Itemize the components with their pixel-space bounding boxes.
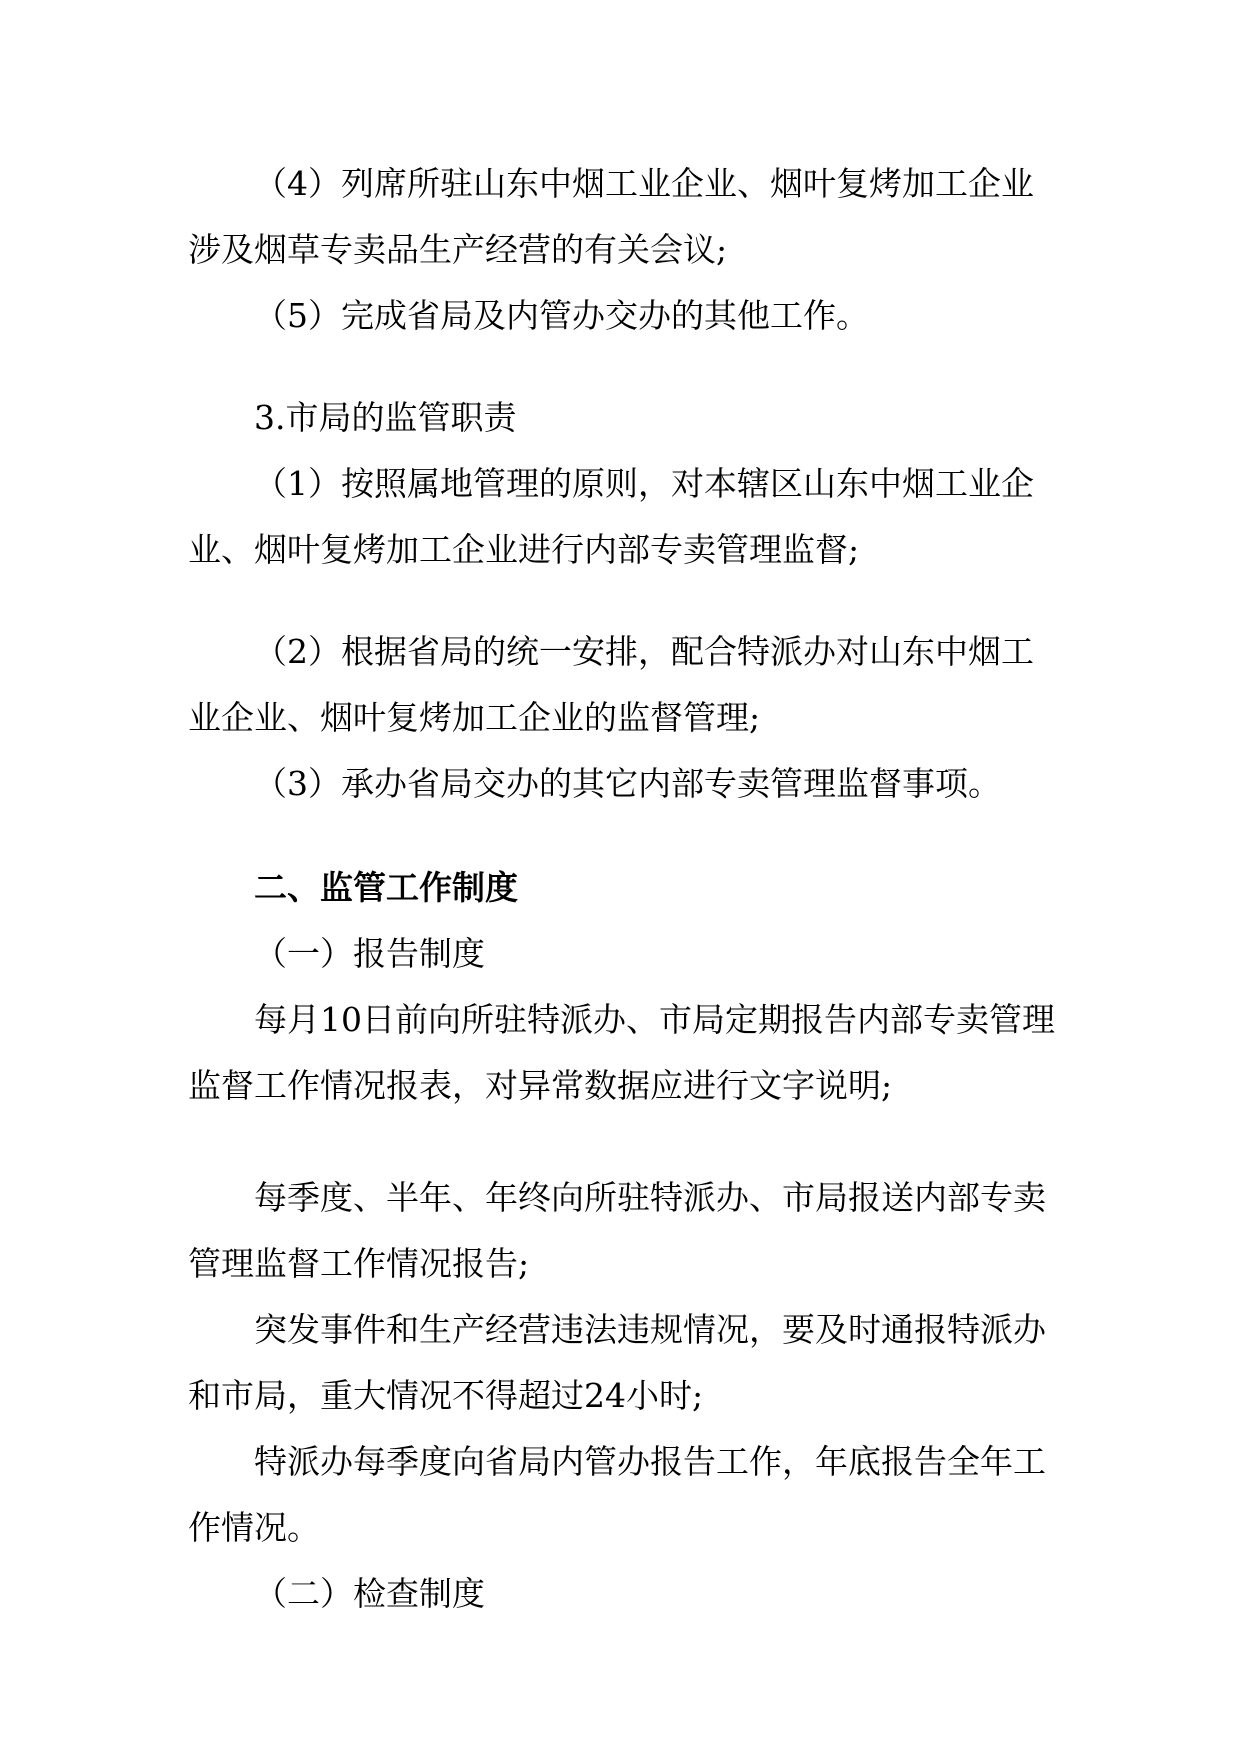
text-line: （4）列席所驻山东中烟工业企业、烟叶复烤加工企业 (254, 164, 1034, 203)
text-line: 管理监督工作情况报告; (188, 1244, 530, 1283)
section-heading: 二、监管工作制度 (254, 868, 518, 907)
text-line: 特派办每季度向省局内管办报告工作，年底报告全年工 (254, 1442, 1046, 1481)
text-line: 监督工作情况报表，对异常数据应进行文字说明; (188, 1066, 893, 1105)
text-line: 每季度、半年、年终向所驻特派办、市局报送内部专卖 (254, 1178, 1046, 1217)
text-line: （3）承办省局交办的其它内部专卖管理监督事项。 (254, 764, 1001, 803)
text-line: （2）根据省局的统一安排，配合特派办对山东中烟工 (254, 632, 1034, 671)
subsection-heading: （二）检查制度 (254, 1574, 485, 1613)
text-line: 涉及烟草专卖品生产经营的有关会议; (188, 230, 728, 269)
text-line: 和市局，重大情况不得超过24小时; (188, 1376, 704, 1415)
subsection-heading: （一）报告制度 (254, 934, 485, 973)
text-line: 作情况。 (188, 1508, 320, 1547)
text-line: （1）按照属地管理的原则，对本辖区山东中烟工业企 (254, 464, 1034, 503)
text-line: 每月10日前向所驻特派办、市局定期报告内部专卖管理 (254, 1000, 1055, 1039)
text-line: （5）完成省局及内管办交办的其他工作。 (254, 296, 869, 335)
document-body (188, 151, 1056, 1627)
text-line: 3.市局的监管职责 (254, 398, 517, 437)
text-line: 业企业、烟叶复烤加工企业的监督管理; (188, 698, 761, 737)
text-line: 突发事件和生产经营违法违规情况，要及时通报特派办 (254, 1310, 1046, 1349)
text-line: 业、烟叶复烤加工企业进行内部专卖管理监督; (188, 530, 860, 569)
